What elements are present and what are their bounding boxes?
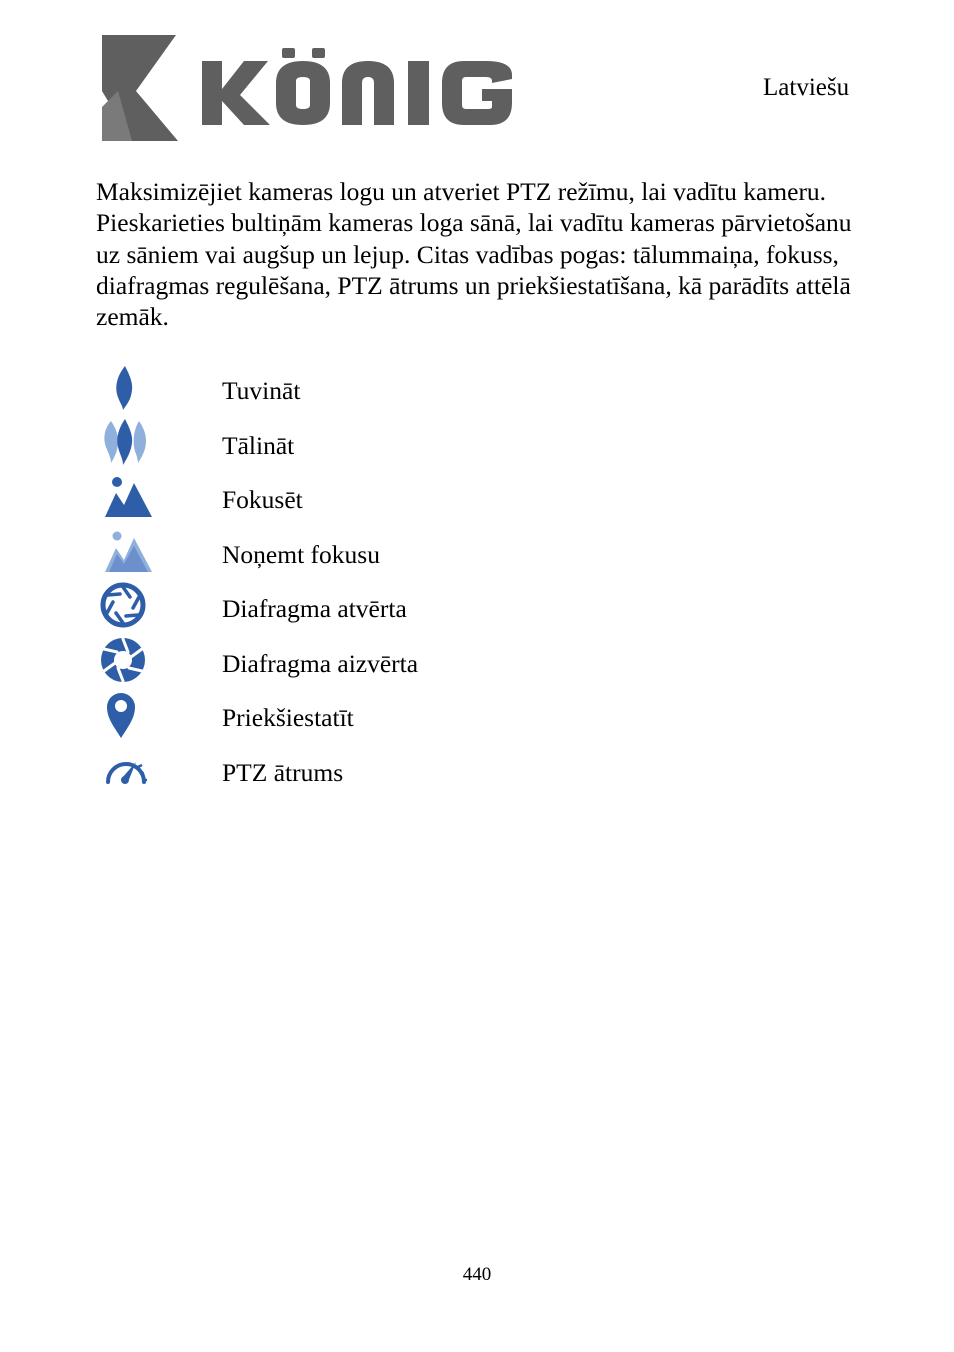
zoom-in-icon <box>100 362 154 412</box>
language-label: Latviešu <box>763 74 850 101</box>
legend-label: PTZ ātrums <box>222 757 344 787</box>
legend-item-aperture-closed <box>100 635 700 690</box>
legend-item-aperture-open <box>100 580 700 635</box>
legend-item-unfocus <box>100 526 700 581</box>
location-pin-icon <box>100 689 154 739</box>
konig-logo <box>98 33 518 145</box>
legend-label: Tālināt <box>222 430 295 460</box>
zoom-out-icon <box>100 417 154 467</box>
legend-label: Diafragma aizvērta <box>222 648 419 678</box>
focus-icon <box>100 471 154 521</box>
speedometer-icon <box>100 744 154 794</box>
legend-label: Priekšiestatīt <box>222 703 354 732</box>
legend-label: Fokusēt <box>222 485 303 514</box>
page-number: 440 <box>462 1264 492 1285</box>
legend-label: Diafragma atvērta <box>222 594 407 623</box>
legend-label: Noņemt fokusu <box>222 539 380 569</box>
legend-item-zoom-out <box>100 417 700 472</box>
legend-item-preset <box>100 689 700 744</box>
legend-label: Tuvināt <box>222 376 301 405</box>
unfocus-icon <box>100 526 154 576</box>
legend-item-ptz-speed <box>100 744 700 799</box>
ptz-controls-legend <box>100 362 700 798</box>
aperture-closed-icon <box>100 635 154 685</box>
legend-item-zoom-in <box>100 362 700 417</box>
aperture-open-icon <box>100 580 154 630</box>
intro-paragraph: Maksimizējiet kameras logu un atveriet PTZ režīmu, lai vadītu kameru. Pieskarieties bultiņām kameras loga sānā, lai vadītu kameras pārvietošanu uz sāniem vai augšup un lejup. Citas vadības pogas: tālummaiņa, fokuss, diafragmas regulēšana, PTZ ātrums un priekšiestatīšana, kā parādīts attēlā zemāk. <box>96 177 852 332</box>
legend-item-focus <box>100 471 700 526</box>
